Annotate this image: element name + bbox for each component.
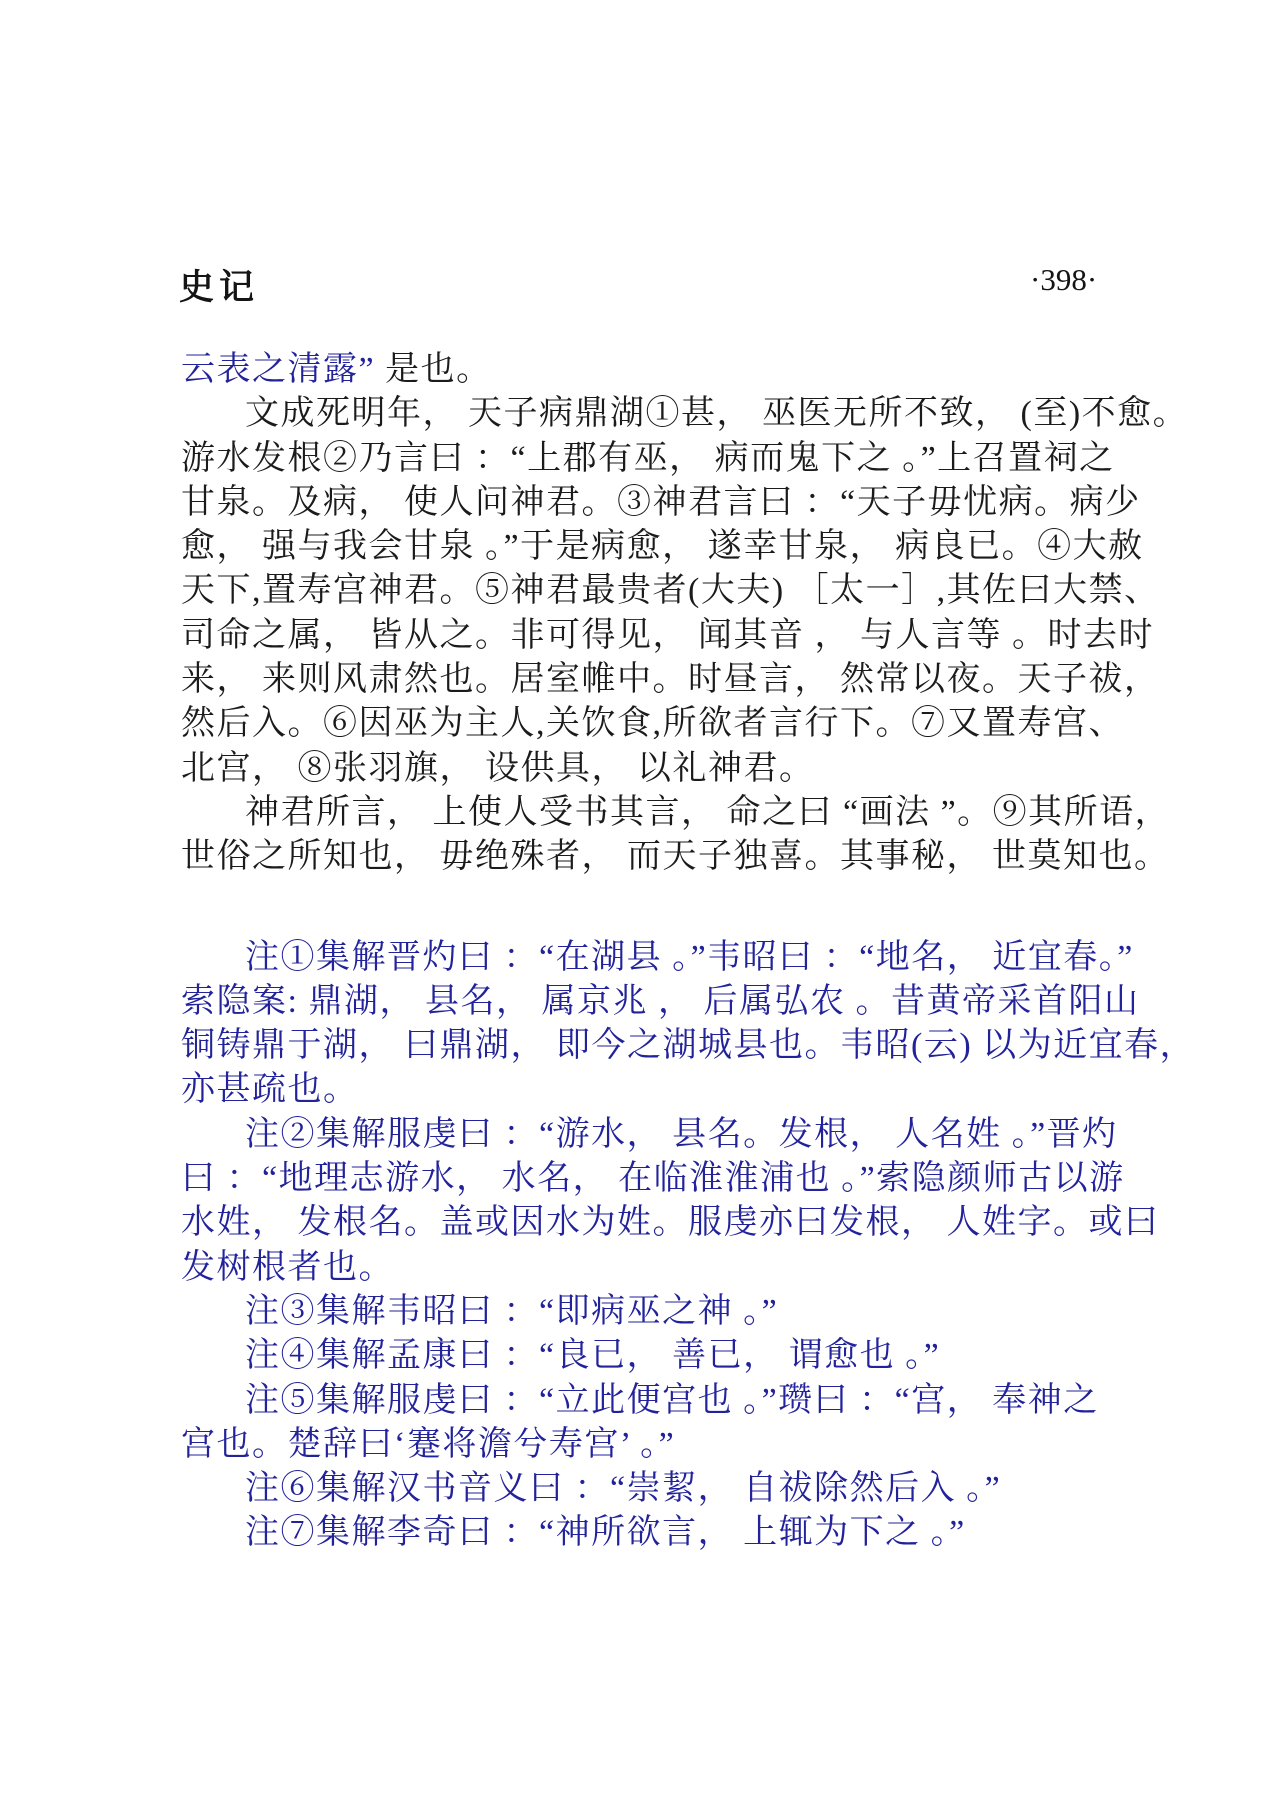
annotation-note-4	[181, 1334, 1131, 1378]
note-line: 发树根者也。	[181, 1248, 394, 1286]
body-line: 司命之属， 皆从之。非可得见， 闻其音 ， 与人言等 。时去时	[181, 616, 1154, 654]
body-line: 游水发根②乃言曰 ：“上郡有巫， 病而鬼下之 。”上召置祠之	[181, 439, 1115, 477]
annotation-note-7	[181, 1511, 1131, 1555]
book-title: 史记	[179, 268, 260, 307]
page-text	[181, 348, 1196, 1556]
body-line: 然后入。⑥因巫为主人,关饮食,所欲者言行下。⑦又置寿宫、	[181, 705, 1124, 743]
annotation-note-3	[181, 1290, 1131, 1334]
opening-line-quote: 云表之清露”	[181, 351, 376, 388]
annotation-note-6	[181, 1467, 1131, 1511]
annotation-note-1	[181, 936, 1196, 1113]
body-line: 文成死明年， 天子病鼎湖①甚， 巫医无所不致， (至)不愈。	[245, 395, 1189, 433]
opening-line-rest: 是也。	[375, 351, 492, 388]
body-line: 愈， 强与我会甘泉 。”于是病愈， 遂幸甘泉， 病良已。④大赦	[181, 528, 1144, 566]
body-line: 北宫， ⑧张羽旗， 设供具， 以礼神君。	[181, 749, 815, 787]
note-line: 水姓， 发根名。盖或因水为姓。服虔亦曰发根， 人姓字。或曰	[181, 1204, 1160, 1242]
body-line: 世俗之所知也， 毋绝殊者， 而天子独喜。其事秘， 世莫知也。	[181, 838, 1170, 876]
note-line: 注③集解韦昭曰 ：“即病巫之神 。”	[245, 1292, 779, 1330]
annotations-block	[181, 936, 1196, 1556]
opening-line	[181, 348, 1131, 392]
annotation-note-2	[181, 1113, 1160, 1290]
note-line: 注⑤集解服虔曰 ：“立此便宫也 。”瓒曰 ：“宫， 奉神之	[245, 1381, 1099, 1419]
body-line: 天下,置寿宫神君。⑤神君最贵者(大夫) ［太一］,其佐曰大禁、	[181, 572, 1160, 610]
note-line: 注④集解孟康曰 ：“良已， 善已， 谓愈也 。”	[245, 1337, 941, 1375]
page-number: ·398·	[1030, 262, 1098, 297]
note-line: 铜铸鼎于湖， 曰鼎湖， 即今之湖城县也。韦昭(云) 以为近宜春，	[181, 1027, 1196, 1065]
note-line: 注⑦集解李奇曰 ：“神所欲言， 上辄为下之 。”	[245, 1514, 966, 1552]
note-line: 注⑥集解汉书音义曰 ：“崇絜， 自祓除然后入 。”	[245, 1470, 1002, 1508]
annotation-note-5	[181, 1379, 1131, 1468]
note-line: 亦甚疏也。	[181, 1071, 359, 1109]
note-line: 索隐案: 鼎湖， 县名， 属京兆 ， 后属弘农 。昔黄帝采首阳山	[181, 982, 1140, 1020]
note-line: 注②集解服虔曰 ：“游水， 县名。发根， 人名姓 。”晋灼	[245, 1115, 1118, 1153]
note-line: 宫也。楚辞曰‘蹇将澹兮寿宫’ 。”	[181, 1425, 676, 1463]
note-line: 曰 ：“地理志游水， 水名， 在临淮淮浦也 。”索隐颜师古以游	[181, 1160, 1125, 1198]
note-line: 注①集解晋灼曰 ：“在湖县 。”韦昭曰 ：“地名， 近宜春。”	[245, 938, 1134, 976]
body-line: 甘泉。及病， 使人问神君。③神君言曰 ：“天子毋忧病。病少	[181, 483, 1141, 521]
body-line: 来， 来则风肃然也。居室帷中。时昼言， 然常以夜。天子祓，	[181, 661, 1160, 699]
body-line: 神君所言， 上使人受书其言， 命之曰 “画法 ”。⑨其所语，	[245, 793, 1171, 831]
